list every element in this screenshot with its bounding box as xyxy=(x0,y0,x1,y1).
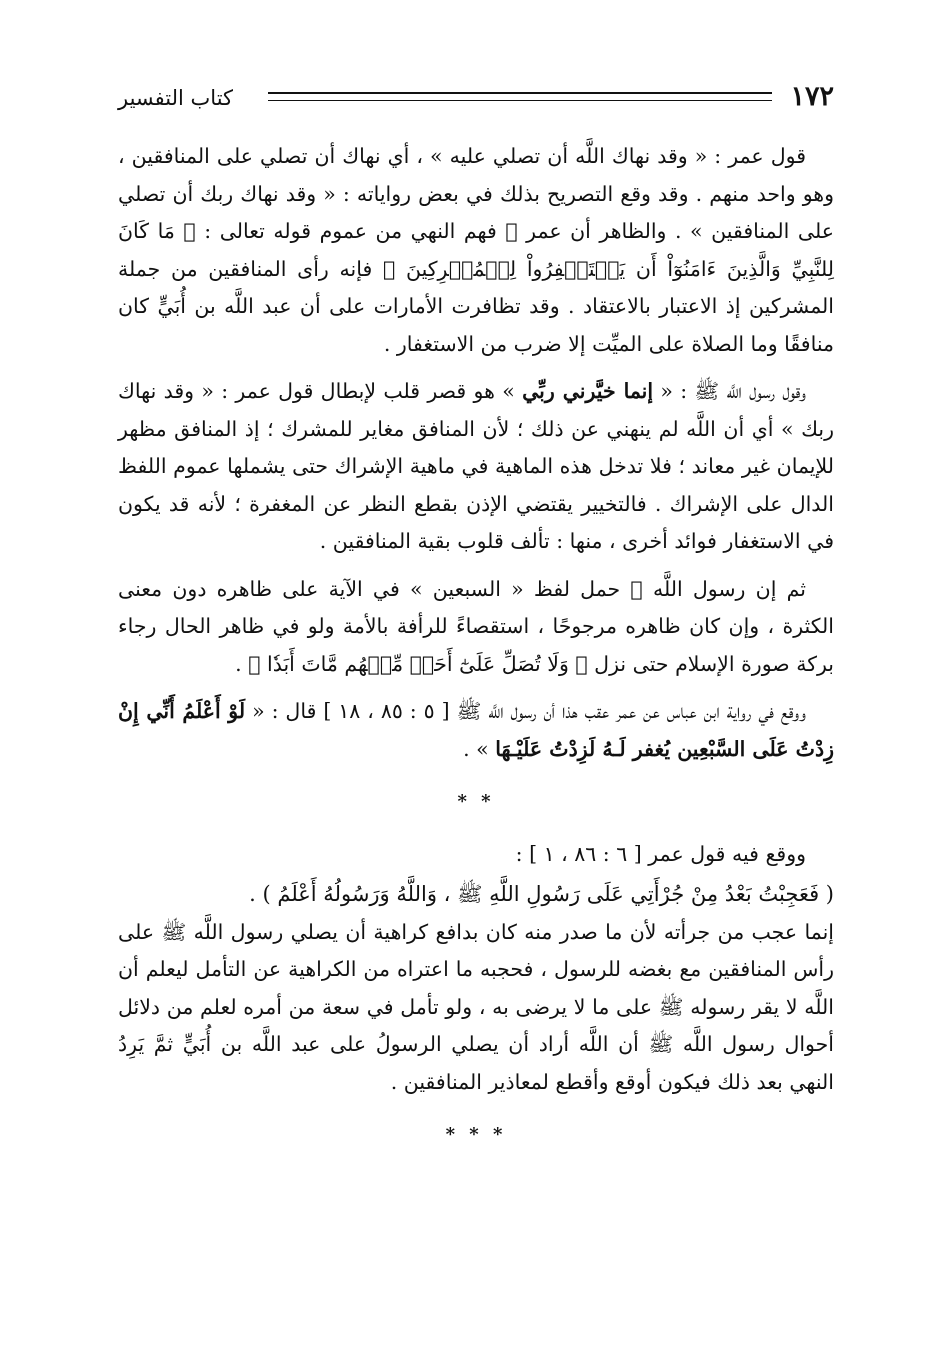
section-separator: * * xyxy=(457,791,495,812)
paragraph-prophet-saying xyxy=(118,373,834,561)
paragraph-text: ووقع في رواية ابن عباس عن عمر عقب هذا أن رسول اللَّه ﷺ [ ٥ : ٨٥ ، ١٨ ] قال : « xyxy=(245,699,806,723)
paragraph-text: وقول رسول اللَّه ﷺ : « xyxy=(653,379,806,403)
paragraph-ibn-abbas xyxy=(118,693,834,768)
paragraph-explanation: إنما عجب من جرأته لأن ما صدر منه كان بدافع كراهية أن يصلي رسول اللَّه ﷺ على رأس المنافقين مع بغضه للرسول ، فحجبه ما اعتراه من الكراهية عن التأمل ليعلم أن اللَّه لا يقر رسوله ﷺ على ما لا يرضى به ، ولو تأمل في سعة من أمره لعلم من دلائل أحوال رسول اللَّه ﷺ أن اللَّه أراد أن يصلي الرسولُ على عبد اللَّه بن أُبَيٍّ ثمَّ يَرِدُ النهي بعد ذلك فيكون أوقع وأقطع لمعاذير المنافقين . xyxy=(118,919,834,1094)
omar-quote: ( فَعَجِبْتُ بَعْدُ مِنْ جُرْأَتِي عَلَى رَسُولِ اللَّهِ ﷺ ، وَاللَّهُ وَرَسُولُهُ أَعْلَمُ ) . xyxy=(249,881,834,906)
page-header xyxy=(118,78,834,118)
hadith-quote: إنما خيَّرني ربِّي xyxy=(522,379,654,403)
section-separator: * * * xyxy=(445,1124,507,1145)
page-body xyxy=(118,138,834,1147)
header-rule xyxy=(268,92,772,101)
paragraph-omar-saying: قول عمر : « وقد نهاك اللَّه أن تصلي عليه » ، أي نهاك أن تصلي على المنافقين ، وهو واحد منهم . وقد وقع التصريح بذلك في بعض رواياته : « وقد نهاك ربك أن تصلي على المنافقين » . والظاهر أن عمر ﷺ فهم النهي من عموم قوله تعالى : ﴿ مَا كَانَ لِلنَّبِيِّ وَالَّذِينَ ءَامَنُوٓاْ أَن يَسۡتَغۡفِرُواْ لِلۡمُشۡرِكِينَ ﴾ فإنه رأى المنافقين من جملة المشركين إذ الاعتبار بالاعتقاد . وقد تظافرت الأمارات على أن عبد اللَّه بن أُبَيٍّ كان منافقًا وما الصلاة على الميِّت إلا ضرب من الاستغفار . xyxy=(118,144,834,356)
paragraph-text: » هو قصر قلب لإبطال قول عمر : « وقد نهاك ربك » أي أن اللَّه لم ينهني عن ذلك ؛ لأن المنافق مغاير للمشرك ؛ إذ المنافق مظهر للإيمان غير معاند ؛ فلا تدخل هذه الماهية في ماهية الإشراك حتى يشملها عموم اللفظ الدال على الإشراك . فالتخيير يقتضي الإذن بقطع النظر عن المغفرة ؛ لأنه قد يكون في الاستغفار فوائد أخرى ، منها : تألف قلوب بقية المنافقين . xyxy=(118,379,834,553)
paragraph-seventy: ثم إن رسول اللَّه ﷺ حمل لفظ « السبعين » في الآية على ظاهره دون معنى الكثرة ، وإن كان ظاهره مرجوحًا ، استقصاءً للرأفة بالأمة ولو في ظاهر الحال رجاء بركة صورة الإسلام حتى نزل ﴿ وَلَا تُصَلِّ عَلَىٰٓ أَحَدٖ مِّنۡهُم مَّاتَ أَبَدٗا ﴾ . xyxy=(118,576,834,676)
hadith-quote: لَوْ أَعْلَمُ أَنِّي إِنْ زِدْتُ عَلَى السَّبْعِين يُغفر لَـهُ لَزِدْتُ عَلَيْـهَا xyxy=(118,699,834,761)
running-title: كتاب التفسير xyxy=(118,86,234,110)
paragraph-text: » . xyxy=(463,736,496,761)
paragraph-omar-statement: ووقع فيه قول عمر [ ٦ : ٨٦ ، ١ ] : xyxy=(515,842,806,866)
page-number: ١٧٢ xyxy=(790,81,834,112)
